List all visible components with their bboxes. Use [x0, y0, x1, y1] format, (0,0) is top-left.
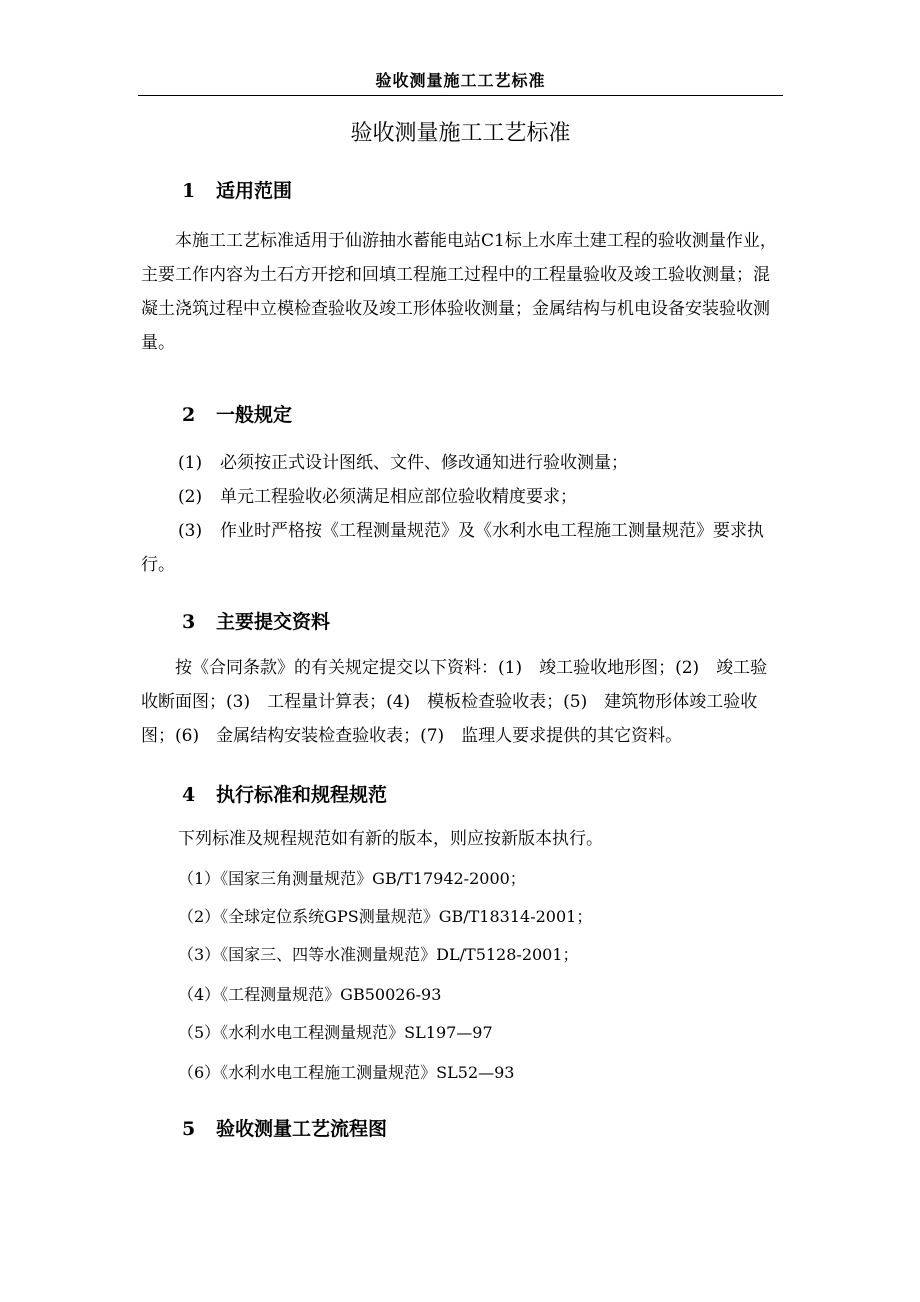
section-number: 2 [182, 404, 196, 426]
list-item-number: (1) [178, 453, 203, 473]
section-1-paragraph: 本施工工艺标准适用于仙游抽水蓄能电站C1标上水库土建工程的验收测量作业，主要工作内容为土石方开挖和回填工程施工过程中的工程量验收及竣工验收测量；混凝土浇筑过程中立模检查验收及竣工形体验收测量；金属结构与机电设备安装验收测量。 [141, 231, 777, 353]
list-item-text: 作业时严格按《工程测量规范》及《水利水电工程施工测量规范》要求执行。 [141, 521, 764, 575]
list-item-text: 必须按正式设计图纸、文件、修改通知进行验收测量； [220, 453, 628, 473]
section-heading-2 [182, 400, 292, 427]
list-item [141, 514, 783, 582]
section-number: 5 [182, 1118, 196, 1140]
list-item [178, 480, 577, 514]
list-item-number: (2) [178, 487, 203, 507]
standard-item: （4）《工程测量规范》GB50026-93 [178, 985, 442, 1004]
standard-item: （5）《水利水电工程测量规范》SL197—97 [178, 1023, 493, 1042]
section-heading-3 [182, 607, 330, 634]
standard-item: （1）《国家三角测量规范》GB/T17942-2000； [178, 869, 526, 888]
section-heading-4 [182, 780, 387, 807]
section-heading-1 [182, 176, 292, 203]
standard-item: （2）《全球定位系统GPS测量规范》GB/T18314-2001； [178, 907, 593, 926]
document-title: 验收测量施工工艺标准 [350, 121, 571, 146]
standard-item: （3）《国家三、四等水准测量规范》DL/T5128-2001； [178, 945, 579, 964]
section-title: 执行标准和规程规范 [216, 784, 388, 806]
section-3-paragraph: 按《合同条款》的有关规定提交以下资料：(1) 竣工验收地形图；(2) 竣工验收断面图；(3) 工程量计算表；(4) 模板检查验收表；(5) 建筑物形体竣工验收图；(6) 金属结构安装检查验收表；(7) 监理人要求提供的其它资料。 [141, 658, 768, 746]
section-title: 适用范围 [216, 180, 293, 202]
section-number: 3 [182, 611, 196, 633]
section-title: 一般规定 [216, 404, 293, 426]
section-number: 1 [182, 180, 196, 202]
section-title: 主要提交资料 [216, 611, 331, 633]
header-divider [138, 95, 783, 96]
standard-item: （6）《水利水电工程施工测量规范》SL52—93 [178, 1063, 515, 1082]
section-4-intro: 下列标准及规程规范如有新的版本，则应按新版本执行。 [178, 829, 603, 849]
list-item-number: (3) [178, 521, 203, 541]
section-title: 验收测量工艺流程图 [216, 1118, 388, 1140]
section-heading-5 [182, 1114, 387, 1141]
section-number: 4 [182, 784, 196, 806]
running-header: 验收测量施工工艺标准 [375, 71, 546, 90]
list-item-text: 单元工程验收必须满足相应部位验收精度要求； [220, 487, 577, 507]
list-item [178, 446, 628, 480]
